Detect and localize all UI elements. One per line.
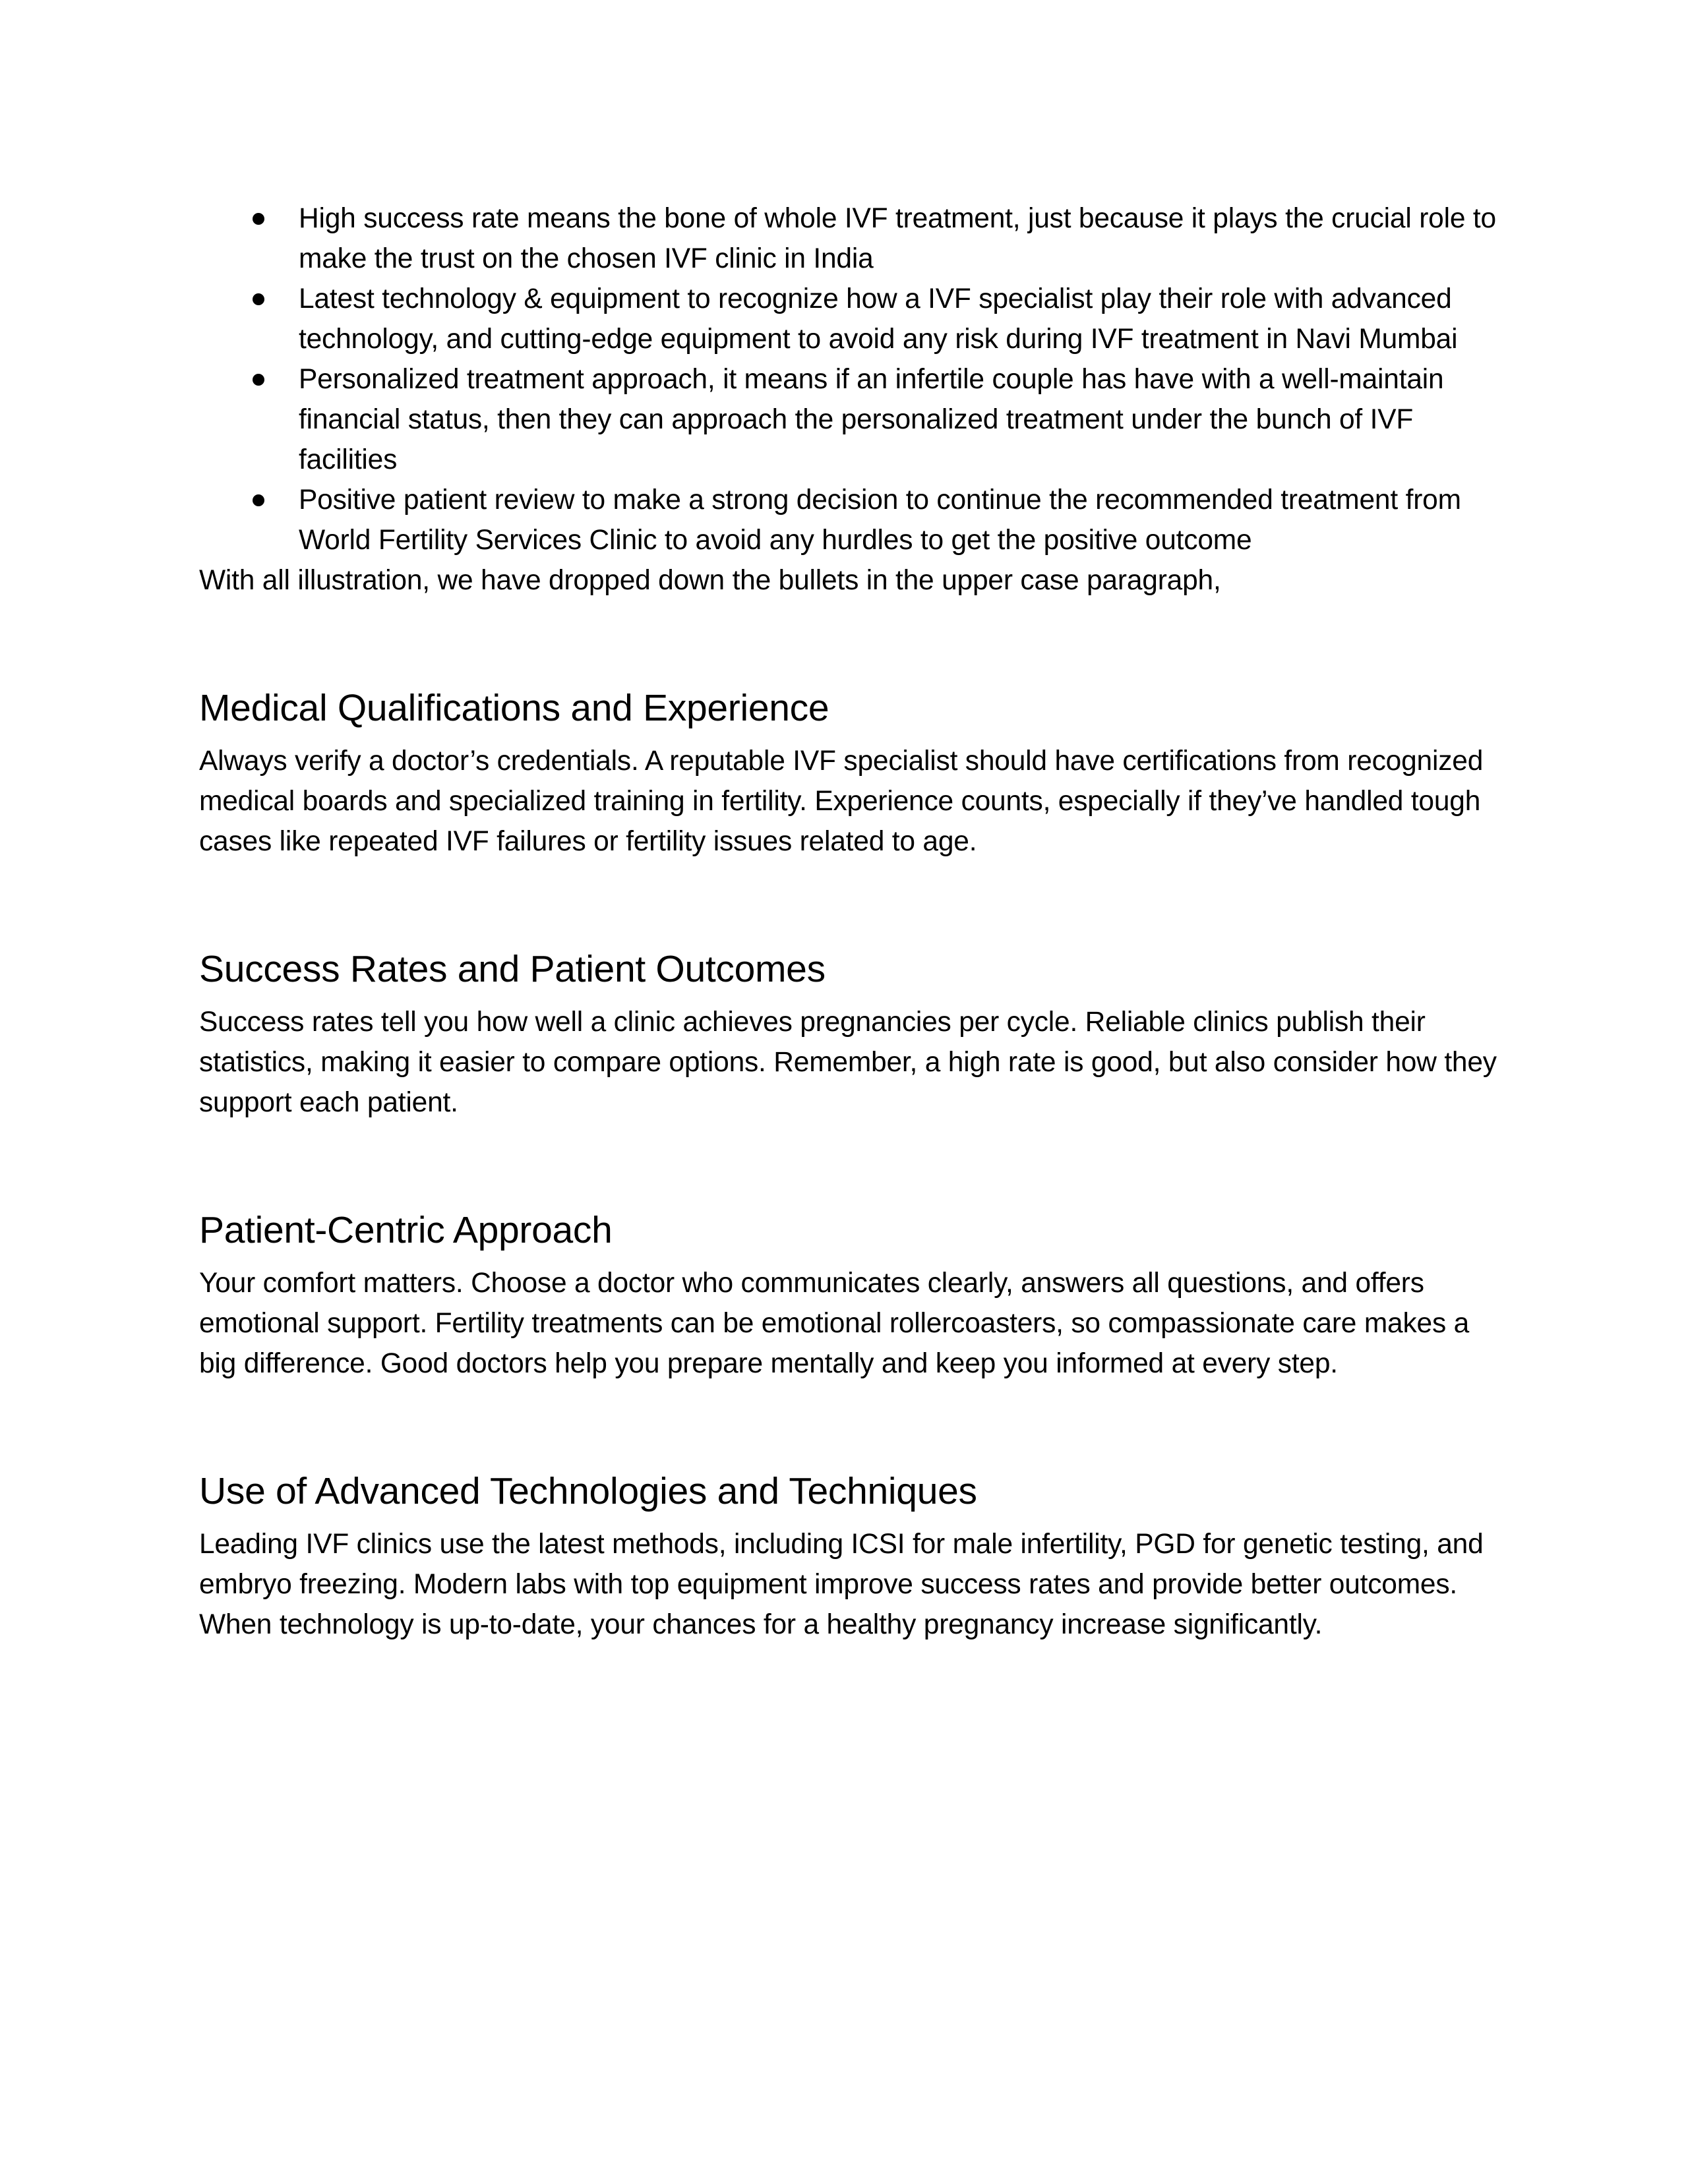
section-body: Always verify a doctor’s credentials. A reputable IVF specialist should have certifications from recognized medical boards and specialized training in fertility. Experience counts, especially if they’ve handled tough cases like repeated IVF failures or fertility issues related to age. <box>199 746 1484 857</box>
section-body: Success rates tell you how well a clinic achieves pregnancies per cycle. Reliable clinics publish their statistics, making it easier to compare options. Remember, a high rate is good, but also consider how they support each patient. <box>199 1007 1497 1118</box>
section-body: Leading IVF clinics use the latest methods, including ICSI for male infertility, PGD for genetic testing, and embryo freezing. Modern labs with top equipment improve success rates and provide better outcomes. When technology is up-to-date, your chances for a healthy pregnancy increase significantly. <box>199 1529 1484 1640</box>
bullet-dot-icon <box>253 213 264 225</box>
bullet-dot-icon <box>253 293 264 305</box>
bullet-item-technology <box>199 279 1497 359</box>
bullet-text: Positive patient review to make a strong decision to continue the recommended treatment from World Fertility Services Clinic to avoid any hurdles to get the positive outcome <box>299 485 1461 556</box>
section-heading: Medical Qualifications and Experience <box>199 687 829 729</box>
document-page <box>199 198 1497 1645</box>
bullet-text: Latest technology & equipment to recognize how a IVF specialist play their role with advanced technology, and cutting-edge equipment to avoid any risk during IVF treatment in Navi Mumbai <box>299 283 1458 355</box>
section-body: Your comfort matters. Choose a doctor who communicates clearly, answers all questions, and offers emotional support. Fertility treatments can be emotional rollercoasters, so compassionate care makes a big difference. Good doctors help you prepare mentally and keep you informed at every step. <box>199 1268 1470 1379</box>
section-medical-qualifications <box>199 685 1497 862</box>
section-heading: Use of Advanced Technologies and Techniques <box>199 1470 977 1512</box>
bullet-dot-icon <box>253 374 264 386</box>
feature-bullet-list <box>199 198 1497 560</box>
section-heading: Success Rates and Patient Outcomes <box>199 948 826 990</box>
section-success-rates <box>199 946 1497 1123</box>
bullet-text: Personalized treatment approach, it means if an infertile couple has have with a well-maintain financial status, then they can approach the personalized treatment under the bunch of IVF facilities <box>299 364 1444 475</box>
bullet-text: High success rate means the bone of whole IVF treatment, just because it plays the crucial role to make the trust on the chosen IVF clinic in India <box>299 203 1496 274</box>
bullet-item-success-rate <box>199 198 1497 279</box>
section-patient-centric <box>199 1207 1497 1384</box>
section-heading: Patient-Centric Approach <box>199 1209 613 1251</box>
bullet-dot-icon <box>253 494 264 506</box>
closing-line: With all illustration, we have dropped down the bullets in the upper case paragraph, <box>199 565 1221 596</box>
bullet-item-reviews <box>199 480 1497 560</box>
section-advanced-technologies <box>199 1468 1497 1645</box>
bullet-item-personalized <box>199 359 1497 480</box>
